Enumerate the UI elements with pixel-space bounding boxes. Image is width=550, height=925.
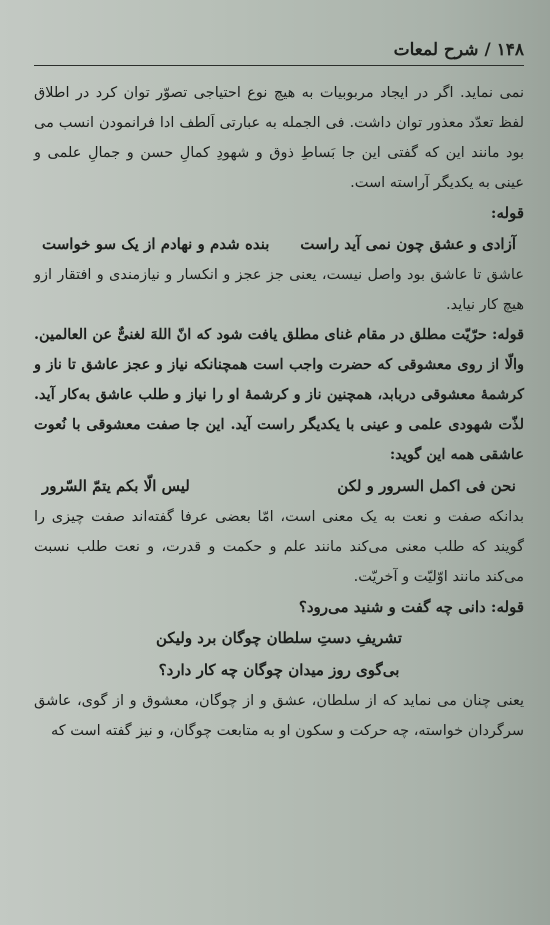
verse-2-second-hemistich: لیس الّا بکم یتمّ السّرور	[42, 477, 190, 495]
verse-3-line-1	[34, 622, 524, 654]
verse-3-line-2	[34, 654, 524, 686]
verse-1-second-hemistich: بنده شدم و نهادم از یک سو خواست	[42, 235, 270, 253]
verse-3-first-hemistich: تشریفِ دستِ سلطان چوگان برد ولیکن	[156, 629, 402, 647]
verse-3-second-hemistich: بی‌گوی روز میدان چوگان چه کار دارد؟	[158, 661, 400, 679]
paragraph-4: بدانکه صفت و نعت به یک معنی است، امّا بعضی عرفا گفته‌اند صفت چیزی را گویند که طلب معنی می‌کند مانند علم و حکمت و قدرت، و نعت طلب نسبت می‌کند مانند اوّلیّت و آخریّت.	[34, 509, 524, 585]
paragraph-3: قوله: حرّیّت مطلق در مقام غنای مطلق یافت شود که انّ اللهَ لغنیٌّ عن العالمین. والّا از روی معشوقی که حضرت واجب است همچنانکه نیاز و عجز عاشق تا ناز و کرشمهٔ معشوقی دربابد، همچنین ناز و کرشمهٔ او را نیاز و طلب عاشق به‌کار آید. لذّت شهودی علمی و عینی با یکدیگر راست آید. این جا صفت معشوقی با نُعوت عاشقی همه این گوید:	[34, 326, 524, 463]
qawl-label-1: قوله:	[490, 204, 524, 222]
paragraph-5: یعنی چنان می نماید که از سلطان، عشق و از چوگان، معشوق و از گوی، عاشق سرگردان خواسته، چه حرکت و سکون او به متابعت چوگان، و نیز گفته است که	[34, 693, 524, 739]
verse-1-first-hemistich: آزادی و عشق چون نمی آید راست	[300, 235, 516, 253]
verse-2	[34, 470, 524, 502]
page-title: ۱۴۸ / شرح لمعات	[393, 40, 524, 60]
page-header	[34, 40, 524, 66]
qawl-label-2: قوله: دانی چه گفت و شنید می‌رود؟	[298, 598, 524, 616]
verse-2-first-hemistich: نحن فی اکمل السرور و لکن	[337, 477, 516, 495]
verse-1	[34, 228, 524, 260]
paragraph-2: عاشق تا عاشق بود واصل نیست، یعنی جز عجز و انکسار و نیازمندی و افتقار ازو هیچ کار نیاید.	[34, 267, 524, 313]
paragraph-1: نمی نماید. اگر در ایجاد مربوبیات به هیچ نوع احتیاجی تصوّر توان کرد در اطلاق لفظ تعدّد معذور توان داشت. فی الجمله به عبارتی اَلطف ادا فرانمودن انسب می بود مانند این که گفتی این جا بَساطِ ذوق و شهودِ کمالِ حسن و جمالِ علمی و عینی به یکدیگر آراسته است.	[34, 85, 524, 191]
